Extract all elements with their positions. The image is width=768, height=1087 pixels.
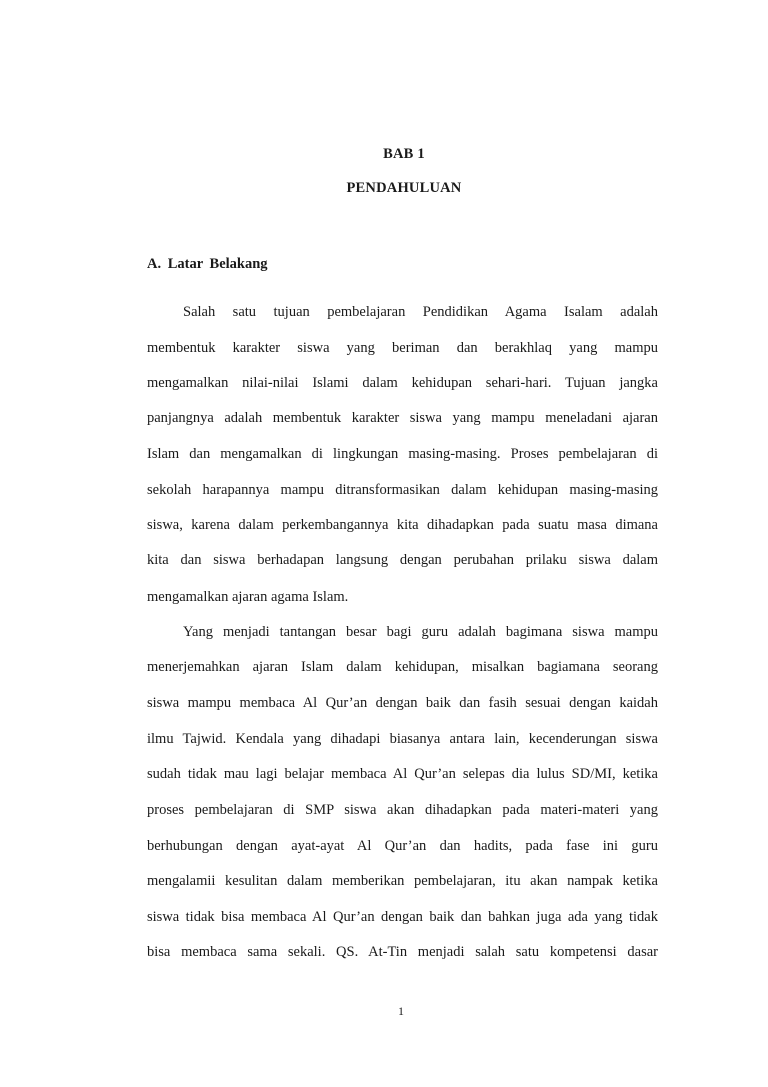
chapter-title: PENDAHULUAN xyxy=(346,180,462,196)
paragraph-2-line: mengalamii kesulitan dalam memberikan pembelajaran, itu akan nampak ketika xyxy=(147,873,658,889)
paragraph-1-line: membentuk karakter siswa yang beriman dan berakhlaq yang mampu xyxy=(147,340,658,356)
paragraph-1-line: Islam dan mengamalkan di lingkungan masing-masing. Proses pembelajaran di xyxy=(147,446,658,462)
chapter-number: BAB 1 xyxy=(383,146,425,162)
paragraph-1-line: siswa, karena dalam perkembangannya kita dihadapkan pada suatu masa dimana xyxy=(147,517,658,533)
paragraph-2-line: bisa membaca sama sekali. QS. At-Tin menjadi salah satu kompetensi dasar xyxy=(147,944,658,960)
page-number: 1 xyxy=(398,1004,404,1018)
paragraph-2-line: siswa tidak bisa membaca Al Qur’an dengan baik dan bahkan juga ada yang tidak xyxy=(147,909,658,925)
paragraph-2-line: Yang menjadi tantangan besar bagi guru adalah bagimana siswa mampu xyxy=(183,624,658,640)
paragraph-1-line: sekolah harapannya mampu ditransformasikan dalam kehidupan masing-masing xyxy=(147,482,658,498)
section-heading: A. Latar Belakang xyxy=(147,256,268,272)
paragraph-2-line: siswa mampu membaca Al Qur’an dengan baik dan fasih sesuai dengan kaidah xyxy=(147,695,658,711)
paragraph-2-line: ilmu Tajwid. Kendala yang dihadapi biasanya antara lain, kecenderungan siswa xyxy=(147,731,658,747)
paragraph-1-line: panjangnya adalah membentuk karakter siswa yang mampu meneladani ajaran xyxy=(147,410,658,426)
paragraph-2-line: menerjemahkan ajaran Islam dalam kehidupan, misalkan bagiamana seorang xyxy=(147,659,658,675)
paragraph-2-line: berhubungan dengan ayat-ayat Al Qur’an dan hadits, pada fase ini guru xyxy=(147,838,658,854)
paragraph-1-line: kita dan siswa berhadapan langsung dengan perubahan prilaku siswa dalam xyxy=(147,552,658,568)
paragraph-2-line: proses pembelajaran di SMP siswa akan dihadapkan pada materi-materi yang xyxy=(147,802,658,818)
paragraph-1-line: mengamalkan ajaran agama Islam. xyxy=(147,589,349,605)
paragraph-2-line: sudah tidak mau lagi belajar membaca Al Qur’an selepas dia lulus SD/MI, ketika xyxy=(147,766,658,782)
paragraph-1-line: Salah satu tujuan pembelajaran Pendidikan Agama Isalam adalah xyxy=(183,304,658,320)
paragraph-1-line: mengamalkan nilai-nilai Islami dalam kehidupan sehari-hari. Tujuan jangka xyxy=(147,375,658,391)
